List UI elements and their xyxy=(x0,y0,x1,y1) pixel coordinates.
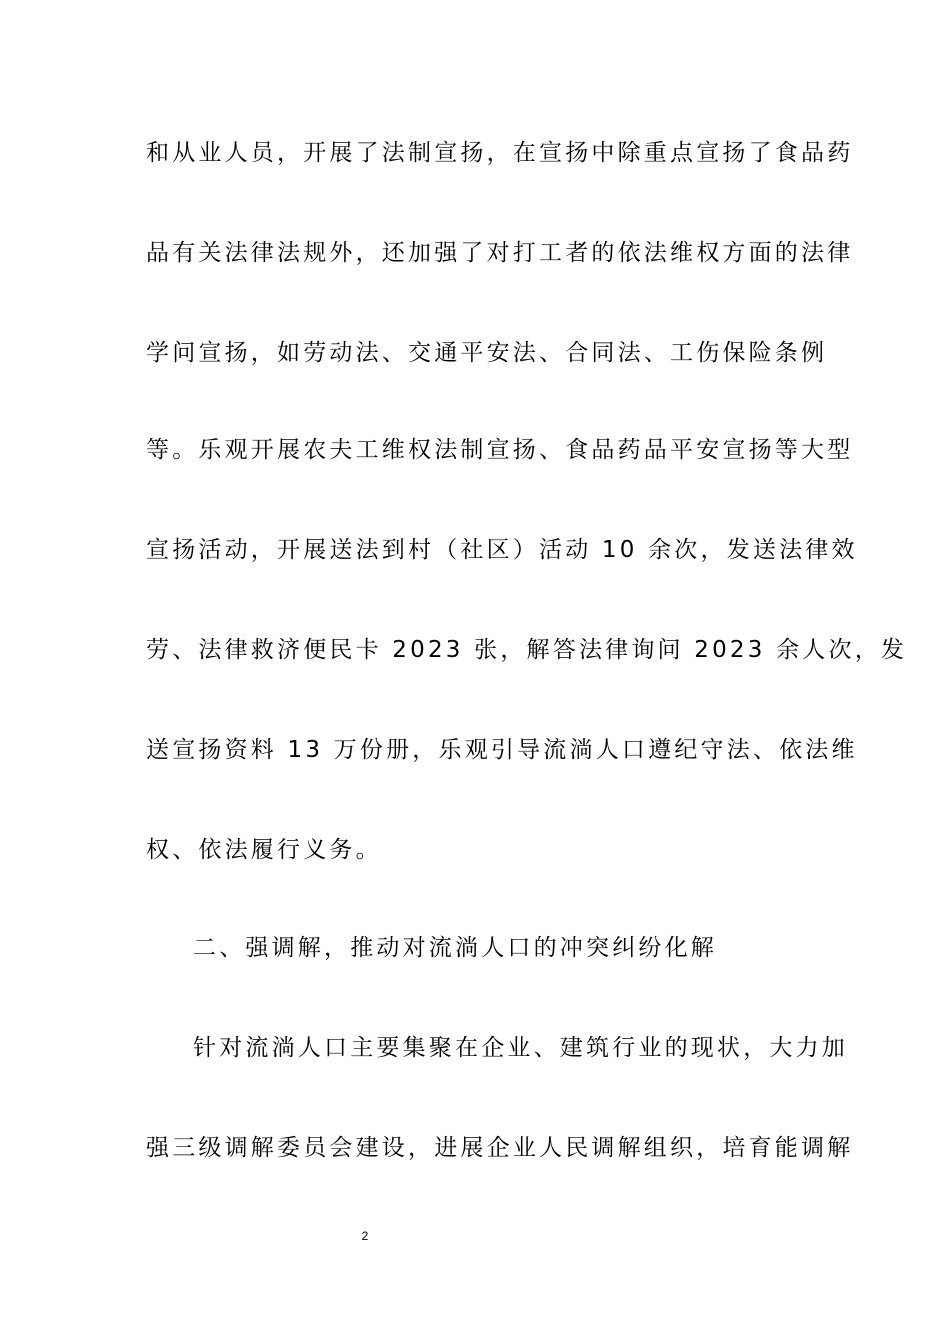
body-text-line: 劳、法律救济便民卡 2023 张，解答法律询问 2023 余人次，发 xyxy=(146,637,908,663)
body-text-line: 针对流淌人口主要集聚在企业、建筑行业的现状，大力加 xyxy=(193,1035,848,1061)
body-text-line: 品有关法律法规外，还加强了对打工者的依法维权方面的法律 xyxy=(146,240,854,266)
page-number: 2 xyxy=(361,1229,369,1243)
body-text-line: 强三级调解委员会建设，进展企业人民调解组织，培育能调解 xyxy=(146,1135,854,1161)
body-text-line: 和从业人员，开展了法制宣扬，在宣扬中除重点宣扬了食品药 xyxy=(146,140,854,166)
body-text-line: 宣扬活动，开展送法到村（社区）活动 10 余次，发送法律效 xyxy=(146,537,858,563)
body-text-line: 等。乐观开展农夫工维权法制宣扬、食品药品平安宣扬等大型 xyxy=(146,437,854,463)
body-text-line: 送宣扬资料 13 万份册，乐观引导流淌人口遵纪守法、依法维 xyxy=(146,737,858,763)
body-text-line: 学问宣扬，如劳动法、交通平安法、合同法、工伤保险条例 xyxy=(146,340,828,366)
body-text-line: 权、依法履行义务。 xyxy=(146,837,382,863)
section-heading: 二、强调解，推动对流淌人口的冲突纠纷化解 xyxy=(193,935,717,961)
